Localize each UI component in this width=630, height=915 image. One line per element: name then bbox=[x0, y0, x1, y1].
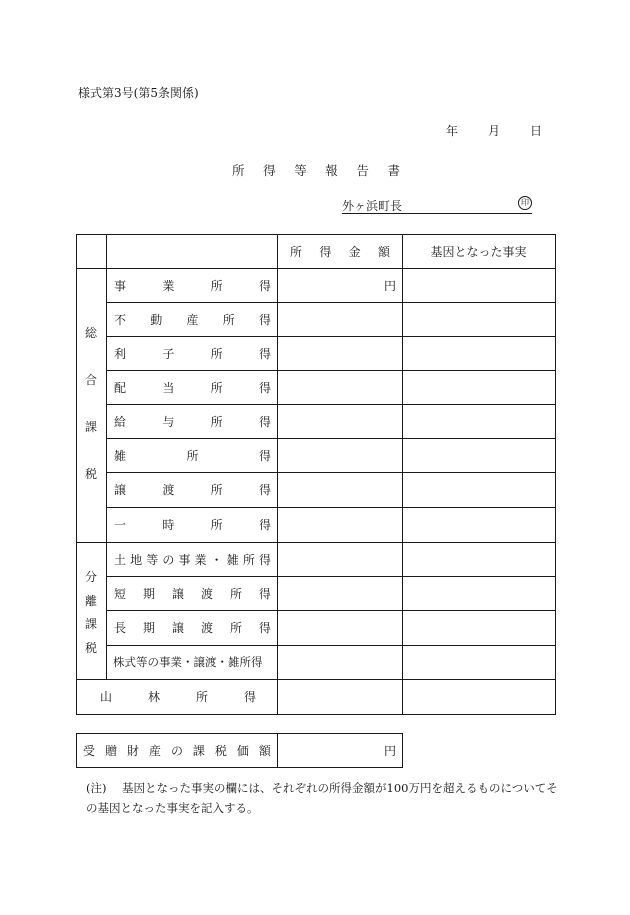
amount-cell-salary-income[interactable] bbox=[278, 404, 396, 438]
amount-cell-stock-income[interactable] bbox=[278, 645, 396, 679]
row-label-char: 配 bbox=[114, 380, 127, 395]
row-label-char: 得 bbox=[258, 312, 271, 327]
gift-property-label bbox=[83, 733, 271, 767]
gift-label-char: 贈 bbox=[104, 743, 117, 758]
row-label-char: 雑 bbox=[226, 552, 239, 567]
amount-cell-misc-income[interactable] bbox=[278, 438, 396, 472]
row-label-char: 得 bbox=[258, 346, 271, 361]
amount-cell-occasional-income[interactable] bbox=[278, 507, 396, 542]
group-label-char: 離 bbox=[84, 593, 97, 608]
box-border bbox=[76, 767, 402, 768]
month-label: 月 bbox=[487, 124, 500, 138]
title-char: 書 bbox=[387, 163, 400, 178]
basis-cell-occasional-income[interactable] bbox=[403, 507, 555, 542]
row-label-char: 不 bbox=[114, 312, 127, 327]
row-label-char: 所 bbox=[242, 552, 255, 567]
row-label-char: 所 bbox=[210, 346, 223, 361]
row-label-char: 雑 bbox=[114, 448, 127, 463]
gift-label-char: 産 bbox=[148, 743, 161, 758]
row-label-char: 山 bbox=[100, 690, 113, 704]
row-label-char: 所 bbox=[210, 414, 223, 429]
row-label-business-income bbox=[114, 268, 271, 302]
row-label-dividend-income bbox=[114, 370, 271, 404]
row-label-char: 子 bbox=[162, 346, 175, 361]
table-border bbox=[76, 714, 555, 715]
row-label-char: 譲 bbox=[171, 621, 184, 635]
basis-cell-interest-income[interactable] bbox=[403, 336, 555, 370]
row-label-stock-income bbox=[113, 645, 273, 679]
group-label-char: 合 bbox=[84, 373, 97, 387]
row-label-char: 渡 bbox=[162, 483, 175, 497]
gift-label-char: 額 bbox=[258, 743, 271, 758]
row-label-char: 得 bbox=[258, 552, 271, 567]
day-label: 日 bbox=[529, 124, 542, 138]
row-label-char: 業 bbox=[194, 552, 207, 567]
row-label-char: 所 bbox=[210, 483, 223, 497]
row-label-char: 得 bbox=[258, 414, 271, 429]
basis-cell-salary-income[interactable] bbox=[403, 404, 555, 438]
row-label-transfer-income bbox=[114, 472, 271, 507]
row-label-char: 渡 bbox=[200, 621, 213, 635]
basis-cell-land-business-income[interactable] bbox=[403, 542, 555, 576]
header-char: 得 bbox=[319, 244, 332, 259]
row-label-misc-income bbox=[114, 438, 271, 472]
separate-taxation-label bbox=[76, 568, 106, 656]
group-label-char: 総 bbox=[84, 326, 97, 340]
date-line bbox=[446, 122, 542, 139]
amount-cell-interest-income[interactable] bbox=[278, 336, 396, 370]
row-label-char: 当 bbox=[162, 380, 175, 395]
basis-cell-business-income[interactable] bbox=[403, 268, 555, 302]
row-label-char: 得 bbox=[258, 278, 271, 293]
row-label-char: の bbox=[162, 552, 175, 567]
row-label-char: 得 bbox=[258, 586, 271, 601]
addressee-name: 外ヶ浜町長 bbox=[342, 199, 403, 213]
row-label-char: 林 bbox=[147, 690, 160, 704]
row-label-char: 得 bbox=[243, 690, 256, 704]
addressee-line[interactable] bbox=[342, 197, 532, 214]
gift-label-char: 税 bbox=[214, 743, 227, 758]
gift-label-char: の bbox=[170, 743, 183, 758]
title-char: 告 bbox=[356, 163, 369, 178]
row-label-char: 株式等の事業・譲渡・雑所得 bbox=[113, 655, 263, 669]
box-border bbox=[402, 733, 403, 768]
gift-label-char: 財 bbox=[126, 743, 139, 758]
amount-column-header bbox=[290, 234, 390, 268]
row-label-occasional-income bbox=[114, 507, 271, 542]
amount-cell-transfer-income[interactable] bbox=[278, 472, 396, 507]
title-char: 報 bbox=[325, 163, 338, 178]
row-label-char: 期 bbox=[142, 621, 155, 635]
amount-cell-forest-income[interactable] bbox=[278, 679, 396, 714]
row-label-char: 事 bbox=[178, 552, 191, 567]
row-label-char: 地 bbox=[130, 552, 143, 567]
header-char: 金 bbox=[348, 244, 361, 259]
row-label-char: 得 bbox=[258, 483, 271, 497]
row-label-char: 所 bbox=[210, 278, 223, 293]
table-border bbox=[106, 234, 107, 679]
seal-mark: 印 bbox=[518, 196, 532, 210]
basis-cell-stock-income[interactable] bbox=[403, 645, 555, 679]
row-label-char: 短 bbox=[114, 586, 127, 601]
gift-label-char: 課 bbox=[192, 743, 205, 758]
amount-cell-real-estate-income[interactable] bbox=[278, 302, 396, 336]
row-label-char: 等 bbox=[146, 552, 159, 567]
basis-cell-misc-income[interactable] bbox=[403, 438, 555, 472]
group-label-char: 課 bbox=[84, 617, 97, 632]
row-label-char: 業 bbox=[162, 278, 175, 293]
amount-cell-land-business-income[interactable] bbox=[278, 542, 396, 576]
amount-cell-dividend-income[interactable] bbox=[278, 370, 396, 404]
form-reference: 様式第3号(第5条関係) bbox=[78, 86, 199, 100]
row-label-real-estate-income bbox=[114, 302, 271, 336]
row-label-forest-income bbox=[100, 679, 256, 714]
row-label-short-term-transfer bbox=[114, 576, 271, 610]
row-label-char: 与 bbox=[162, 414, 175, 429]
amount-cell-short-term-transfer[interactable] bbox=[278, 576, 396, 610]
row-label-salary-income bbox=[114, 404, 271, 438]
row-label-char: 動 bbox=[150, 312, 163, 327]
row-label-char: 得 bbox=[258, 621, 271, 635]
amount-cell-business-income[interactable]: 円 bbox=[383, 278, 396, 293]
group-label-char: 分 bbox=[84, 570, 97, 584]
row-label-char: 土 bbox=[114, 552, 127, 567]
general-taxation-label bbox=[76, 324, 106, 482]
row-label-char: 長 bbox=[114, 621, 127, 635]
row-label-char: 所 bbox=[210, 380, 223, 395]
basis-cell-transfer-income[interactable] bbox=[403, 472, 555, 507]
title-char: 所 bbox=[232, 163, 245, 178]
row-label-char: 所 bbox=[229, 586, 242, 601]
gift-label-char: 価 bbox=[236, 743, 249, 758]
row-label-char: 一 bbox=[114, 518, 127, 532]
group-label-char: 税 bbox=[84, 640, 97, 655]
basis-cell-real-estate-income[interactable] bbox=[403, 302, 555, 336]
row-label-char: 所 bbox=[186, 448, 199, 463]
row-label-char: 所 bbox=[222, 312, 235, 327]
row-label-char: 譲 bbox=[114, 483, 127, 497]
basis-column-header: 基因となった事実 bbox=[430, 244, 527, 259]
basis-cell-short-term-transfer[interactable] bbox=[403, 576, 555, 610]
row-label-char: 得 bbox=[258, 518, 271, 532]
row-label-land-business-income bbox=[114, 542, 271, 576]
basis-cell-long-term-transfer[interactable] bbox=[403, 610, 555, 645]
row-label-char: 渡 bbox=[200, 586, 213, 601]
group-label-char: 課 bbox=[84, 420, 97, 434]
header-char: 額 bbox=[377, 244, 390, 259]
row-label-char: 所 bbox=[195, 690, 208, 704]
row-label-char: 給 bbox=[114, 414, 127, 429]
gift-label-char: 受 bbox=[83, 743, 96, 758]
year-label: 年 bbox=[446, 124, 459, 138]
row-label-char: 得 bbox=[258, 380, 271, 395]
row-label-char: 譲 bbox=[171, 586, 184, 601]
row-label-char: 事 bbox=[114, 278, 127, 293]
title-char: 等 bbox=[294, 163, 307, 178]
gift-amount-cell[interactable]: 円 bbox=[383, 743, 396, 758]
group-label-char: 税 bbox=[84, 467, 97, 481]
box-border bbox=[76, 733, 77, 768]
row-label-char: 利 bbox=[114, 346, 127, 361]
header-char: 所 bbox=[290, 244, 303, 259]
row-label-long-term-transfer bbox=[114, 610, 271, 645]
basis-cell-forest-income[interactable] bbox=[403, 679, 555, 714]
row-label-char: 産 bbox=[186, 312, 199, 327]
row-label-char: ・ bbox=[210, 552, 223, 567]
note-prefix: (注) bbox=[86, 781, 107, 795]
row-label-char: 所 bbox=[210, 518, 223, 532]
footnote bbox=[86, 778, 566, 818]
row-label-char: 期 bbox=[142, 586, 155, 601]
row-label-interest-income bbox=[114, 336, 271, 370]
table-border bbox=[555, 234, 556, 715]
row-label-char: 得 bbox=[258, 448, 271, 463]
document-title bbox=[232, 161, 400, 179]
title-char: 得 bbox=[263, 163, 276, 178]
note-text: 基因となった事実の欄には、それぞれの所得金額が100万円を超えるものについてその基因となった事実を記入する。 bbox=[86, 781, 558, 815]
basis-cell-dividend-income[interactable] bbox=[403, 370, 555, 404]
amount-cell-long-term-transfer[interactable] bbox=[278, 610, 396, 645]
row-label-char: 時 bbox=[162, 518, 175, 532]
row-label-char: 所 bbox=[229, 621, 242, 635]
